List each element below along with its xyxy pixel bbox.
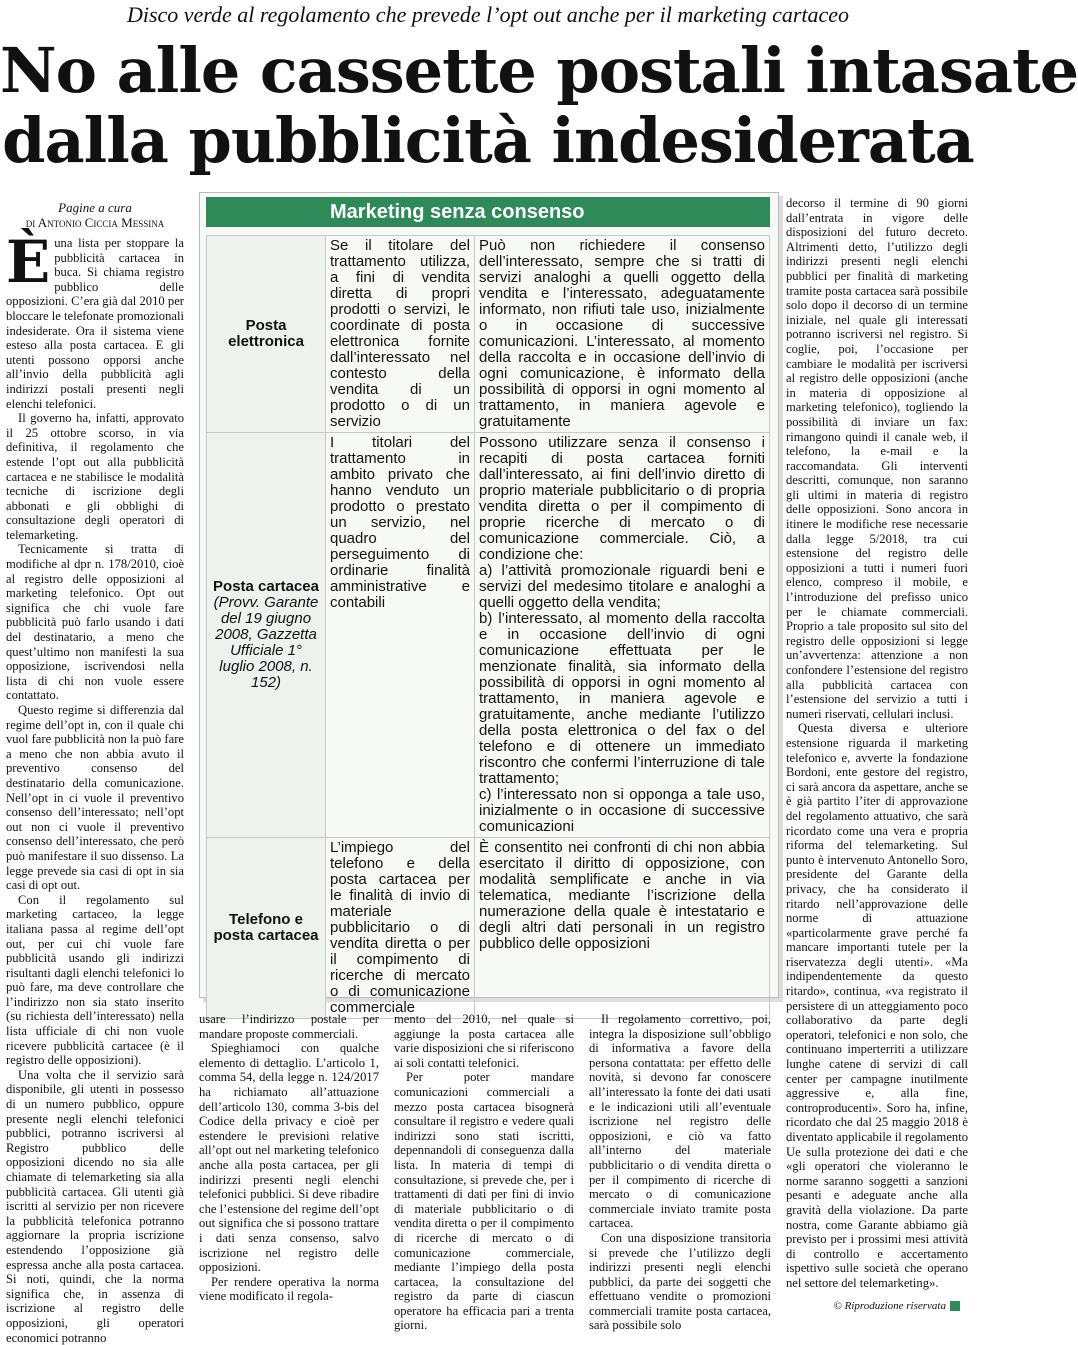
paragraph: Tecnicamente si tratta di modifiche al dpr n. 178/2010, cioè al registro delle opposizioni al marketing telefonico. Opt out significa che chi vuole fare pubblicità può farlo usando i dati del destinatario, a meno che quest’ultimo non manifesti la sua opposizione, iscrivendosi nella lista di chi non vuole essere contattato. <box>6 542 184 703</box>
paragraph: Per rendere operativa la norma viene modificato il regola- <box>199 1274 379 1304</box>
column-3 <box>394 1012 574 1333</box>
table-row <box>207 236 770 433</box>
headline-line-2: dalla pubblicità indesiderata <box>2 104 974 177</box>
table-cell: Se il titolare del trattamento utilizza, a fini di vendita diretta di propri prodotti o servizi, le coordinate di posta elettronica fornite dall’interessato nel contesto della vendita di un prodotto o di un servizio <box>326 236 475 433</box>
paragraph: Questo regime si differenzia dal regime dell’opt in, con il quale chi vuol fare pubblicità non la può fare a meno che non abbia avuto il preventivo consenso del destinatario della comunicazione. Nell’opt in ci vuole il preventivo consenso dell’interessato; nell’opt out non ci vuole il preventivo consenso dell’interessato, che però può manifestare il suo dissenso. La legge prevede sia casi di opt in sia casi di opt out. <box>6 703 184 893</box>
paragraph: Una volta che il servizio sarà disponibile, gli utenti in possesso di un numero pubblico, oppure presente negli elenchi telefonici pubblici, potranno iscriversi al Registro pubblico delle opposizioni dicendo no sia alle chiamate di telemarketing sia alla pubblicità cartacea. Gli utenti già iscritti al servizio per non ricevere la pubblicità telefonica potranno aggiornare la propria iscrizione estendendo l’opposizione già espressa anche alla posta cartacea. Si noti, quindi, che la norma significa che, in assenza di iscrizione al registro delle opposizioni, gli operatori economici potranno <box>6 1067 184 1345</box>
kicker: Disco verde al regolamento che prevede l’opt out anche per il marketing cartaceo <box>126 2 850 27</box>
paragraph: Per poter mandare comunicazioni commerciali a mezzo posta cartacea bisognerà consultare il registro e vedere quali indirizzi sono stati iscritti, depennandoli di conseguenza dalla lista. In materia di tempi di consultazione, si prevede che, per i trattamenti di dati per fini di invio di materiale pubblicitario o di vendita diretta o per il compimento di ricerche di mercato o di comunicazione commerciale, mediante l’impiego della posta cartacea, la consultazione del registro da parte di ciascun operatore ha efficacia pari a trenta giorni. <box>394 1070 574 1333</box>
paragraph: mento del 2010, nel quale si aggiunge la posta cartacea alle varie disposizioni che si riferiscono ai soli contatti telefonici. <box>394 1012 574 1070</box>
byline <box>6 200 184 230</box>
column-1 <box>6 200 184 1345</box>
headline <box>0 34 1078 177</box>
paragraph: Il governo ha, infatti, approvato il 25 ottobre scorso, in via definitiva, il regolamento che estende l’opt out alla pubblicità cartacea e ne stabilisce le modalità tecniche di iscrizione degli abbonati e gli obblighi di consultazione degli operatori di telemarketing. <box>6 411 184 542</box>
paragraph: Con il regolamento sul marketing cartaceo, la legge italiana passa al regime dell’opt out, per cui chi vuole fare pubblicità usando gli indirizzi risultanti dagli elenchi telefonici lo può fare, ma deve controllare che l’indirizzo non sia stato inserito (su richiesta dell’interessato) nella lista ufficiale di chi non vuole ricevere pubblicità cartacee (è il registro delle opposizioni). <box>6 892 184 1068</box>
paragraph: Il regolamento correttivo, poi, integra la disposizione sull’obbligo di informativa a favore della persona contattata: per effetto delle novità, si devono far conoscere all’interessato la fonte dei dati usati e le indicazioni utili all’eventuale iscrizione nel registro delle opposizioni, e ciò va fatto all’interno del materiale pubblicitario o di vendita diretta o per il compimento di ricerche di mercato o di comunicazione commerciale inviato tramite posta cartacea. <box>589 1012 771 1231</box>
row-head: Posta elettronica <box>207 236 326 433</box>
table-row <box>207 433 770 838</box>
box-title: Marketing senza consenso <box>206 197 770 227</box>
headline-line-1: No alle cassette postali intasate <box>0 34 1078 107</box>
row-head-note: (Provv. Garante del 19 giugno 2008, Gazzetta Ufficiale 1° luglio 2008, n. 152) <box>213 594 319 691</box>
table-cell: Possono utilizzare senza il consenso i recapiti di posta cartacea forniti dall’interessato, ai fini dell’invio diretto di proprio materiale pubblicitario o di propria vendita diretta o per il compimento di proprie ricerche di mercato o di comunicazione commerciale. Ciò, a condizione che: a) l’attività promozionale riguardi beni e servizi del medesimo titolare e analoghi a quelli oggetto della vendita; b) l’interessato, al momento della raccolta e in occasione dell’invio di ogni comunicazione effettuata per le menzionate finalità, sia informato della possibilità di opporsi in ogni momento al trattamento, in maniera agevole e gratuitamente, anche mediante l’utilizzo della posta elettronica o del fax o del telefono e di ottenere un immediato riscontro che confermi l’interruzione di tale trattamento; c) l’interessato non si opponga a tale uso, inizialmente o in occasione di successive comunicazioni <box>475 433 770 838</box>
table-cell: È consentito nei confronti di chi non abbia esercitato il diritto di opposizione, con modalità semplificate e anche in via telematica, mediante l’iscrizione della numerazione della quale è intestatario e degli altri dati personali in un registro pubblico delle opposizioni <box>475 838 770 1019</box>
paragraph: Spieghiamoci con qualche elemento di dettaglio. L’articolo 1, comma 54, della legge n. 124/2017 ha richiamato all’attuazione dell’articolo 130, comma 3-bis del Codice della privacy e cioè per estendere le previsioni relative all’opt out nel marketing telefonico anche alla posta cartacea, per gli indirizzi presenti negli elenchi telefonici pubblici. Si deve ribadire che l’estensione del regime dell’opt out significa che si possono trattare i dati senza consenso, salvo iscrizione nel registro delle opposizioni. <box>199 1041 379 1275</box>
row-head: Posta cartacea (Provv. Garante del 19 giugno 2008, Gazzetta Ufficiale 1° luglio 2008, n. 152) <box>207 433 326 838</box>
column-4 <box>589 1012 771 1333</box>
paragraph: Con una disposizione transitoria si prevede che l’utilizzo degli indirizzi presenti negli elenchi pubblici, da parte dei soggetti che effettuano vendite o promozioni commerciali tramite posta cartacea, sarà possibile solo <box>589 1230 771 1333</box>
table-cell: I titolari del trattamento in ambito privato che hanno venduto un prodotto o prestato un servizio, nel quadro del perseguimento di ordinarie finalità amministrative e contabili <box>326 433 475 838</box>
copyright-note: © Riproduzione riservata <box>834 1300 960 1312</box>
marketing-table <box>206 235 770 1019</box>
paragraph: usare l’indirizzo postale per mandare proposte commerciali. <box>199 1012 379 1041</box>
table-cell: L’impiego del telefono e della posta cartacea per le finalità di invio di materiale pubblicitario o di vendita diretta o per il compimento di ricerche di mercato o di comunicazione commerciale <box>326 838 475 1019</box>
row-head: Telefono e posta cartacea <box>207 838 326 1019</box>
byline-author: di Antonio Ciccia Messina <box>25 215 165 230</box>
end-mark-icon <box>950 1301 960 1311</box>
table-row <box>207 838 770 1019</box>
paragraph: È una lista per stoppare la pubblicità cartacea in buca. Si chiama registro pubblico delle opposizioni. C’era già dal 2010 per bloccare le telefonate promozionali indesiderate. Ora il sistema viene esteso alla posta cartacea. E gli utenti possono opporsi anche all’invio della pubblicità agli indirizzi postali presenti negli elenchi telefonici. <box>6 228 184 411</box>
marketing-box <box>199 192 779 1016</box>
byline-prefix: Pagine a cura <box>58 200 132 215</box>
paragraph: decorso il termine di 90 giorni dall’entrata in vigore delle disposizioni del futuro decreto. Altrimenti detto, l’utilizzo degli indirizzi presenti negli elenchi pubblici per finalità di marketing tramite posta cartacea sarà possibile solo dopo il decorso di un termine iniziale, nel quale gli interessati potranno iscriversi nel registro. Si coglie, poi, l’occasione per cambiare le modalità per iscriversi al registro delle opposizioni (anche in materia di opposizione al marketing telefonico), togliendo la possibilità di inviare un fax: rimangono quindi il canale web, il telefono, la e-mail e la raccomandata. Gli interventi descritti, comunque, non saranno gli ultimi in materia di registro delle opposizioni. Sono ancora in itinere le modifiche rese necessarie dalla legge 5/2018, tra cui estensione del registro delle opposizioni a tutti i numeri fuori elenco, compreso il mobile, e l’introduzione del prefisso unico per le chiamate commerciali. Proprio a tale proposito sul sito del registro delle opposizioni si legge un’avvertenza: attenzione a non confondere l’estensione del registro alla pubblicità cartacea con l’estensione del servizio a tutti i numeri riservati, cellulari inclusi. <box>786 196 968 721</box>
paragraph: Questa diversa e ulteriore estensione riguarda il marketing telefonico e, avverte la fondazione Bordoni, ente gestore del registro, ci sarà ancora da aspettare, anche se è già partito l’iter di approvazione del regolamento attuativo, che sarà ricordato come una vera e propria riforma del telemarketing. Sul punto è intervenuto Antonello Soro, presidente del Garante della privacy, che ha considerato il ritardo nell’approvazione delle norme di attuazione «particolarmente grave perché fa mancare importanti tutele per la riservatezza degli utenti». «Ma indipendentemente da questo ritardo», continua, «va registrato il persistere di un atteggiamento poco collaborativo da parte degli operatori, telefonici e non solo, che continuano imperterriti a utilizzare lunghe catene di servizi di call center per campagne inutilmente aggressive e, alla fine, controproducenti». Soro ha, infine, ricordato che dal 25 maggio 2018 è diventato applicabile il regolamento Ue sulla protezione dei dati e che «gli operatori che violeranno le norme saranno soggetti a sanzioni pesanti e adeguate anche alla gravità della violazione. Da parte nostra, come Garante abbiamo già previsto per i prossimi mesi attività di controllo e accertamento ispettivo sulle società che operano nel settore del telemarketing». <box>786 721 968 1290</box>
table-cell: Può non richiedere il consenso dell’interessato, sempre che si tratti di servizi analoghi a quelli oggetto della vendita e l’interessato, adeguatamente informato, non rifiuti tale uso, inizialmente o in occasione di successive comunicazioni. L’interessato, al momento della raccolta e in occasione dell’invio di ogni comunicazione, è informato della possibilità di opporsi in ogni momento al trattamento, in maniera agevole e gratuitamente <box>475 236 770 433</box>
column-5 <box>786 196 968 1298</box>
dropcap: È <box>6 228 51 296</box>
column-2 <box>199 1012 379 1318</box>
